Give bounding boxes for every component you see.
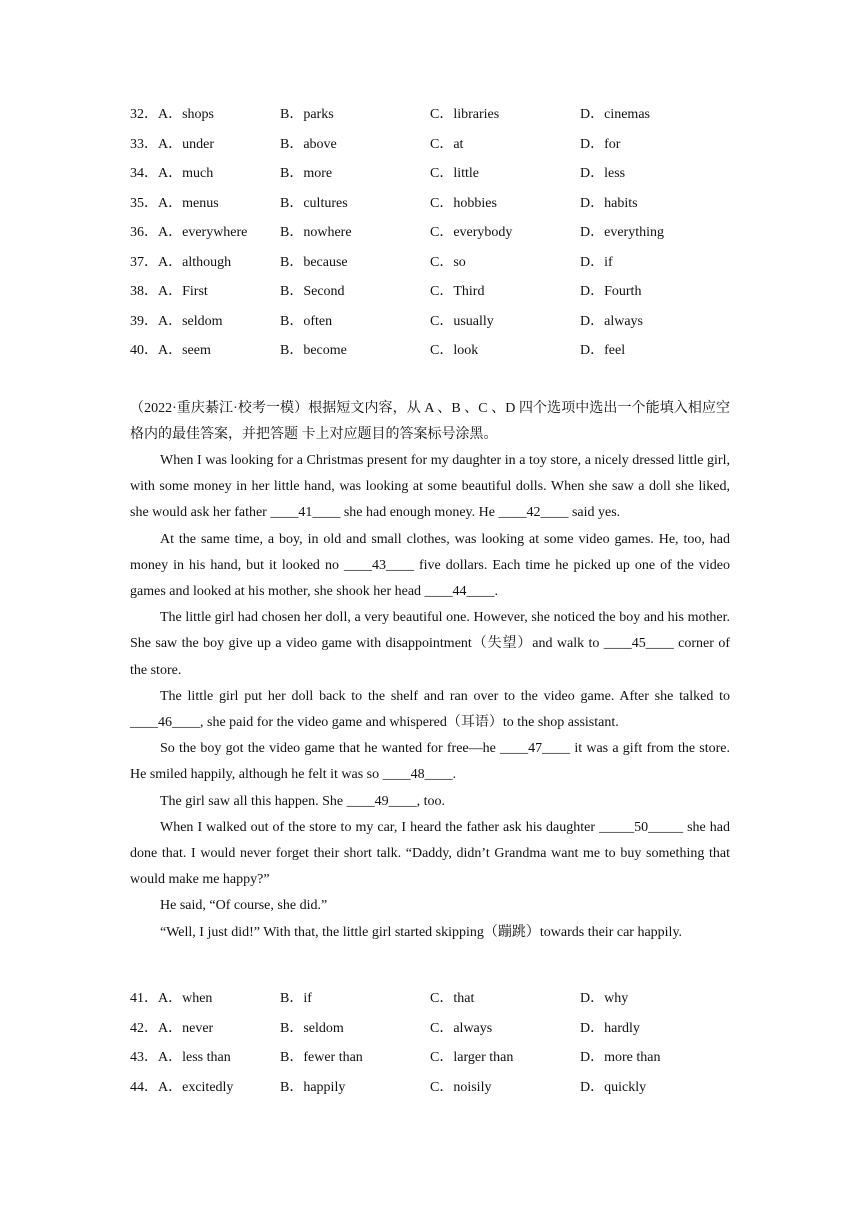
option-d: D．feel: [580, 343, 626, 358]
question-row-39: [130, 307, 750, 337]
option-d: D．everything: [580, 225, 664, 240]
option-d: D．if: [580, 254, 613, 270]
passage-paragraph: When I walked out of the store to my car, I heard the father ask his daughter _____50_____ she had done that. I would never forget their short talk. “Daddy, didn’t Grandma want me to buy something that would make me happy?”: [130, 819, 730, 888]
option-d: D．quickly: [580, 1079, 647, 1095]
option-a: A．excitedly: [158, 1079, 234, 1095]
option-d: D．for: [580, 136, 621, 152]
question-number: 32．: [130, 107, 158, 122]
option-c: C．libraries: [430, 107, 500, 122]
option-a: A．never: [158, 1020, 214, 1036]
question-row-43: [130, 1043, 750, 1073]
option-c: C．so: [430, 254, 466, 270]
option-a: A．menus: [158, 195, 219, 211]
option-c: C．look: [430, 343, 479, 358]
question-options-top: [130, 100, 750, 366]
option-c: C．at: [430, 136, 464, 152]
question-row-42: [130, 1014, 750, 1044]
option-a: A．shops: [158, 107, 215, 122]
option-c: C．always: [430, 1020, 493, 1036]
option-c: C．Third: [430, 284, 485, 299]
question-number: 33．: [130, 136, 158, 152]
question-number: 34．: [130, 166, 158, 181]
option-a: A．much: [158, 166, 214, 181]
option-a: A．seem: [158, 343, 211, 358]
option-b: B．happily: [280, 1079, 346, 1095]
passage-paragraph: The little girl had chosen her doll, a very beautiful one. However, she noticed the boy and his mother. She saw the boy give up a video game with disappointment（失望）and walk to ____45____ corner of the store.: [130, 610, 730, 678]
question-row-32: [130, 100, 750, 130]
option-c: C．that: [430, 991, 475, 1006]
question-number: 35．: [130, 195, 158, 211]
option-a: A．seldom: [158, 313, 223, 329]
option-b: B．become: [280, 343, 347, 358]
option-a: A．First: [158, 284, 208, 299]
option-b: B．above: [280, 136, 337, 152]
question-row-34: [130, 159, 750, 189]
option-a: A．when: [158, 991, 213, 1006]
question-row-35: [130, 189, 750, 219]
question-row-36: [130, 218, 750, 248]
option-b: B．fewer than: [280, 1050, 363, 1065]
option-d: D．cinemas: [580, 107, 650, 122]
question-row-44: [130, 1073, 750, 1103]
option-b: B．often: [280, 313, 333, 329]
question-number: 42．: [130, 1020, 158, 1036]
passage-paragraph: “Well, I just did!” With that, the little girl started skipping（蹦跳）towards their car happily.: [160, 924, 683, 940]
question-number: 36．: [130, 225, 158, 240]
option-b: B．nowhere: [280, 225, 352, 240]
reading-passage: [130, 396, 730, 946]
option-d: D．Fourth: [580, 284, 642, 299]
question-number: 40．: [130, 343, 158, 358]
option-a: A．everywhere: [158, 225, 248, 240]
passage-paragraph: He said, “Of course, she did.”: [160, 898, 328, 914]
question-number: 37．: [130, 254, 158, 270]
option-c: C．usually: [430, 313, 494, 329]
question-row-41: [130, 984, 750, 1014]
passage-paragraph: When I was looking for a Christmas present for my daughter in a toy store, a nicely dressed little girl, with some money in her little hand, was looking at some beautiful dolls. When she saw a doll she liked, she would ask her father ____41____ she had enough money. He ____42____ said yes.: [130, 453, 730, 521]
question-row-33: [130, 130, 750, 160]
section-instructions: （2022·重庆綦江·校考一模）根据短文内容，从 A 、B 、C 、D 四个选项中选出一个能填入相应空格内的最佳答案，并把答题 卡上对应题目的答案标号涂黑。: [130, 401, 730, 442]
question-row-37: [130, 248, 750, 278]
option-a: A．less than: [158, 1050, 231, 1065]
option-a: A．although: [158, 254, 232, 270]
option-d: D．less: [580, 166, 626, 181]
passage-paragraph: The girl saw all this happen. She ____49____, too.: [160, 793, 446, 809]
option-b: B．Second: [280, 284, 345, 299]
option-a: A．under: [158, 136, 214, 152]
option-b: B．if: [280, 991, 312, 1006]
option-c: C．larger than: [430, 1050, 514, 1065]
question-number: 39．: [130, 313, 158, 329]
question-number: 41．: [130, 991, 158, 1006]
question-number: 44．: [130, 1079, 158, 1095]
option-c: C．little: [430, 166, 479, 181]
option-c: C．everybody: [430, 225, 513, 240]
question-number: 43．: [130, 1050, 158, 1065]
option-c: C．noisily: [430, 1079, 492, 1095]
question-row-40: [130, 336, 750, 366]
option-d: D．always: [580, 313, 643, 329]
question-number: 38．: [130, 284, 158, 299]
option-d: D．hardly: [580, 1020, 640, 1036]
option-b: B．more: [280, 166, 333, 181]
option-b: B．because: [280, 254, 348, 270]
passage-paragraph: So the boy got the video game that he wanted for free—he ____47____ it was a gift from the store. He smiled happily, although he felt it was so ____48____.: [130, 741, 730, 783]
option-d: D．habits: [580, 195, 638, 211]
option-b: B．parks: [280, 107, 334, 122]
option-d: D．more than: [580, 1050, 661, 1065]
question-options-bottom: [130, 984, 750, 1102]
option-c: C．hobbies: [430, 195, 497, 211]
question-row-38: [130, 277, 750, 307]
option-d: D．why: [580, 991, 629, 1006]
passage-paragraph: At the same time, a boy, in old and small clothes, was looking at some video games. He, too, had money in his hand, but it looked no ____43____ five dollars. Each time he picked up one of the video games and looked at his mother, she shook her head ____44____.: [130, 531, 730, 600]
passage-paragraph: The little girl put her doll back to the shelf and ran over to the video game. After she talked to ____46____, she paid for the video game and whispered（耳语）to the shop assistant.: [130, 688, 730, 731]
option-b: B．seldom: [280, 1020, 344, 1036]
option-b: B．cultures: [280, 195, 348, 211]
